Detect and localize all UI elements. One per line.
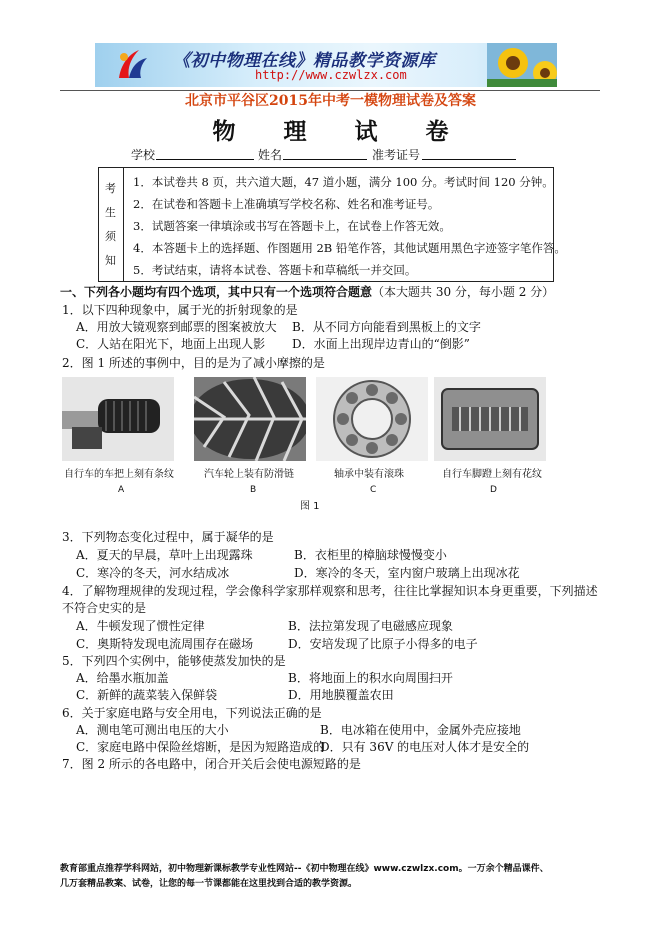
- question-6-option-a: A．测电笔可测出电压的大小: [76, 723, 229, 737]
- question-1-option-a: A．用放大镜观察到邮票的图案被放大: [76, 320, 277, 334]
- notice-label-char: 须: [105, 230, 116, 243]
- section-title: [60, 285, 554, 299]
- figure-1-caption-c: 轴承中装有滚珠: [334, 469, 404, 480]
- question-4-option-d: D．安培发现了比原子小得多的电子: [288, 637, 478, 651]
- figure-1-caption-a: 自行车的车把上刻有条纹: [64, 469, 174, 480]
- banner-title: 《初中物理在线》精品教学资源库: [173, 51, 436, 71]
- notice-label-char: 考: [105, 182, 116, 195]
- question-6-option-d: D．只有 36V 的电压对人体才是安全的: [320, 740, 530, 754]
- question-6-stem: 6．关于家庭电路与安全用电，下列说法正确的是: [62, 706, 322, 720]
- banner-url[interactable]: http://www.czwlzx.com: [255, 68, 407, 82]
- exam-notice-box: [98, 167, 566, 282]
- figure-1-letter-d: D: [490, 485, 497, 495]
- question-7-stem: 7．图 2 所示的各电路中，闭合开关后会使电源短路的是: [62, 757, 361, 771]
- footer-line-1: 教育部重点推荐学科网站，初中物理新课标教学专业性网站--《初中物理在线》www.czwlzx.com。一万余个精品课件、: [60, 864, 549, 874]
- bicycle-pedal-photo: [434, 377, 546, 461]
- question-1-option-c: C．人站在阳光下，地面上出现人影: [76, 337, 266, 351]
- question-6-option-c: C．家庭电路中保险丝熔断，是因为短路造成的: [76, 740, 326, 754]
- name-label: 姓名: [258, 148, 283, 162]
- question-3-stem: 3．下列物态变化过程中，属于凝华的是: [62, 530, 274, 544]
- page-title: 物 理 试 卷: [212, 118, 469, 145]
- question-1-option-b: B．从不同方向能看到黑板上的文字: [292, 320, 481, 334]
- school-label: 学校: [131, 148, 156, 162]
- figure-1-caption-d: 自行车脚蹬上刻有花纹: [442, 469, 542, 480]
- figure-1-letter-b: B: [250, 485, 257, 495]
- name-blank: [283, 159, 367, 160]
- figure-1-letter-a: A: [118, 485, 125, 495]
- notice-item: 4．本答题卡上的选择题、作图题用 2B 铅笔作答，其他试题用黑色字迹签字笔作答。: [133, 241, 566, 255]
- notice-item: 2．在试卷和答题卡上准确填写学校名称、姓名和准考证号。: [133, 197, 440, 211]
- notice-item: 3．试题答案一律填涂或书写在答题卡上，在试卷上作答无效。: [133, 219, 451, 233]
- question-3-option-a: A．夏天的早晨，草叶上出现露珠: [76, 548, 253, 562]
- question-5-option-a: A．给墨水瓶加盖: [76, 671, 169, 685]
- site-banner: [95, 43, 557, 87]
- question-3-option-c: C．寒冷的冬天，河水结成冰: [76, 566, 230, 580]
- section-title-text: 一、下列各小题均有四个选项，其中只有一个选项符合题意: [60, 285, 373, 299]
- question-4-stem: 4．了解物理规律的发现过程，学会像科学家那样观察和思考，往往比掌握知识本身更重要，下列描述: [62, 584, 598, 598]
- exam-number-blank: [422, 159, 516, 160]
- question-3-option-b: B．衣柜里的樟脑球慢慢变小: [294, 548, 447, 562]
- notice-label-char: 知: [105, 254, 116, 267]
- question-6-option-b: B．电冰箱在使用中，金属外壳应接地: [320, 723, 521, 737]
- exam-number-label: 准考证号: [372, 148, 421, 162]
- question-5-option-c: C．新鲜的蔬菜装入保鲜袋: [76, 688, 218, 702]
- site-logo-icon: [115, 48, 151, 82]
- notice-item: 5．考试结束，请将本试卷、答题卡和草稿纸一并交回。: [133, 263, 417, 277]
- page-footer: [60, 862, 620, 892]
- figure-1-letter-c: C: [370, 485, 377, 495]
- notice-label: [99, 168, 124, 281]
- footer-line-2: 几万套精品教案、试卷，让您的每一节课都能在这里找到合适的教学资源。: [60, 879, 358, 889]
- question-5-option-d: D．用地膜覆盖农田: [288, 688, 394, 702]
- question-1-option-d: D．水面上出现岸边青山的“倒影”: [292, 337, 470, 351]
- tire-chain-photo: [194, 377, 306, 461]
- question-2-stem: 2．图 1 所述的事例中，目的是为了减小摩擦的是: [62, 356, 325, 370]
- question-3-option-d: D．寒冷的冬天，室内窗户玻璃上出现冰花: [294, 566, 520, 580]
- question-4-stem-continued: 不符合史实的是: [62, 601, 147, 615]
- question-4-option-b: B．法拉第发现了电磁感应现象: [288, 619, 453, 633]
- bicycle-handlebar-photo: [62, 377, 174, 461]
- document-heading: 北京市平谷区2015年中考一模物理试卷及答案: [185, 93, 476, 109]
- question-5-option-b: B．将地面上的积水向周围扫开: [288, 671, 453, 685]
- sunflower-decoration-icon: [487, 43, 557, 87]
- question-5-stem: 5．下列四个实例中，能够使蒸发加快的是: [62, 654, 286, 668]
- school-blank: [156, 159, 254, 160]
- notice-label-char: 生: [105, 206, 116, 219]
- notice-item: 1．本试卷共 8 页，共六道大题，47 道小题，满分 100 分。考试时间 120 分钟。: [133, 175, 554, 189]
- question-1-stem: 1．以下四种现象中，属于光的折射现象的是: [62, 303, 298, 317]
- figure-1-label: 图 1: [300, 501, 320, 512]
- figure-1-caption-b: 汽车轮上装有防滑链: [204, 469, 294, 480]
- question-4-option-c: C．奥斯特发现电流周围存在磁场: [76, 637, 254, 651]
- ball-bearing-photo: [316, 377, 428, 461]
- question-4-option-a: A．牛顿发现了惯性定律: [76, 619, 205, 633]
- section-score-note: （本大题共 30 分，每小题 2 分）: [372, 285, 555, 299]
